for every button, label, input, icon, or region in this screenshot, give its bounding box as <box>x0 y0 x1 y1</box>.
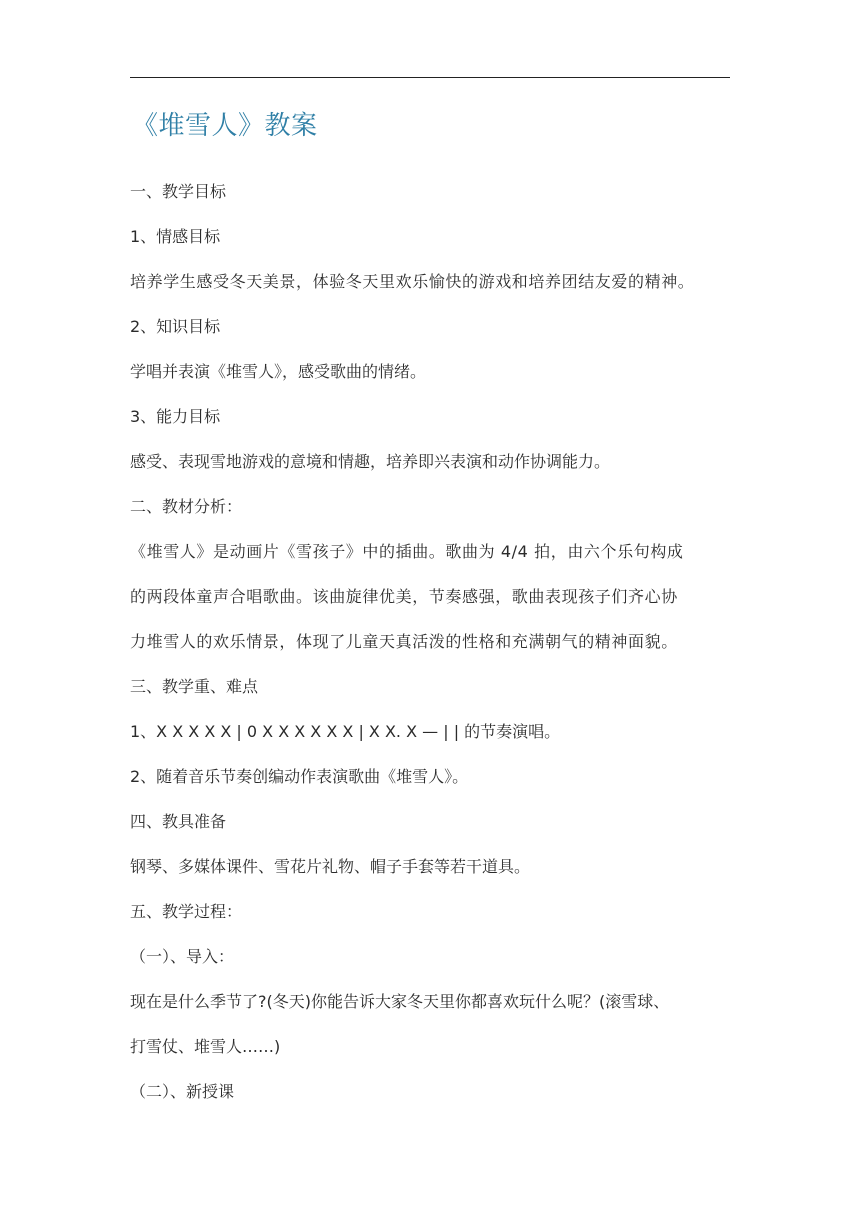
paragraph-material-analysis-line-3: 力堆雪人的欢乐情景，体现了儿童天真活泼的性格和充满朝气的精神面貌。 <box>130 632 678 651</box>
paragraph-material-analysis-line-1: 《堆雪人》是动画片《雪孩子》中的插曲。歌曲为 4/4 拍，由六个乐句构成 <box>130 542 684 561</box>
section-heading-teaching-process: 五、教学过程： <box>130 902 243 921</box>
section-heading-teaching-aids: 四、教具准备 <box>130 812 227 831</box>
paragraph-introduction-line-1: 现在是什么季节了?(冬天)你能告诉大家冬天里你都喜欢玩什么呢？(滚雪球、 <box>130 992 670 1011</box>
document-title: 《堆雪人》教案 <box>132 111 318 141</box>
section-heading-goals: 一、教学目标 <box>130 182 227 201</box>
paragraph-material-analysis-line-2: 的两段体童声合唱歌曲。该曲旋律优美，节奏感强，歌曲表现孩子们齐心协 <box>130 587 678 606</box>
key-point-rhythm: 1、X X X X X | 0 X X X X X X | X X. X — | | 的节奏演唱。 <box>130 722 561 741</box>
section-heading-key-points: 三、教学重、难点 <box>130 677 259 696</box>
paragraph-ability-goal: 感受、表现雪地游戏的意境和情趣，培养即兴表演和动作协调能力。 <box>130 452 611 471</box>
subheading-introduction: （一）、导入： <box>130 947 235 966</box>
paragraph-teaching-aids: 钢琴、多媒体课件、雪花片礼物、帽子手套等若干道具。 <box>130 857 531 876</box>
subheading-emotion-goal: 1、情感目标 <box>130 227 221 246</box>
subheading-new-lesson: （二）、新授课 <box>130 1082 235 1101</box>
section-heading-material-analysis: 二、教材分析： <box>130 497 243 516</box>
subheading-knowledge-goal: 2、知识目标 <box>130 317 221 336</box>
header-rule <box>130 77 730 78</box>
paragraph-knowledge-goal: 学唱并表演《堆雪人》，感受歌曲的情绪。 <box>130 362 427 381</box>
key-point-movement: 2、随着音乐节奏创编动作表演歌曲《堆雪人》。 <box>130 767 469 786</box>
paragraph-introduction-line-2: 打雪仗、堆雪人……) <box>130 1037 281 1056</box>
paragraph-emotion-goal: 培养学生感受冬天美景，体验冬天里欢乐愉快的游戏和培养团结友爱的精神。 <box>130 272 695 291</box>
subheading-ability-goal: 3、能力目标 <box>130 407 221 426</box>
